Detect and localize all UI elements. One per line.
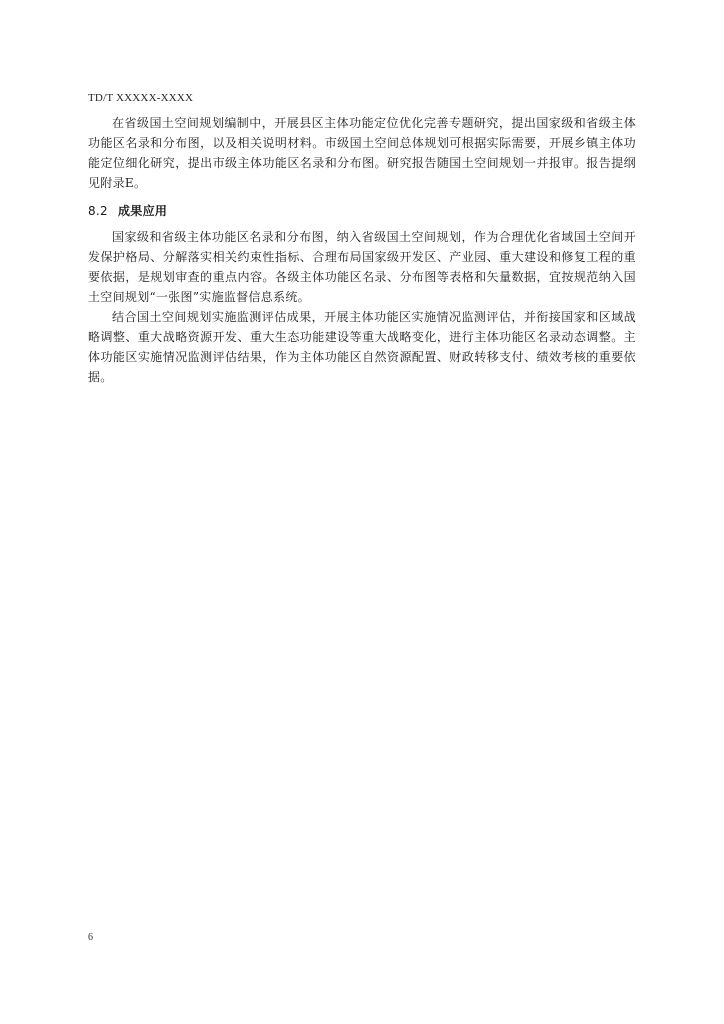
page-number: 6 xyxy=(88,932,93,943)
section-title: 成果应用 xyxy=(117,204,168,218)
paragraph-research-report: 在省级国土空间规划编制中，开展县区主体功能定位优化完善专题研究，提出国家级和省级主体功能区名录和分布图，以及相关说明材料。市级国土空间总体规划可根据实际需要，开展乡镇主体功能定位细化研究，提出市级主体功能区名录和分布图。研究报告随国土空间规划一并报审。报告提纲见附录E。 xyxy=(88,116,636,190)
paragraph-results-application: 国家级和省级主体功能区名录和分布图，纳入省级国土空间规划，作为合理优化省域国土空间开发保护格局、分解落实相关约束性指标、合理布局国家级开发区、产业园、重大建设和修复工程的重要依据，是规划审查的重点内容。各级主体功能区名录、分布图等表格和矢量数据，宜按规范纳入国土空间规划“一张图”实施监督信息系统。 xyxy=(88,230,636,304)
section-number: 8.2 xyxy=(88,204,108,218)
paragraph-monitoring-evaluation: 结合国土空间规划实施监测评估成果，开展主体功能区实施情况监测评估，并衔接国家和区域战略调整、重大战略资源开发、重大生态功能建设等重大战略变化，进行主体功能区名录动态调整。主体功能区实施情况监测评估结果，作为主体功能区自然资源配置、财政转移支付、绩效考核的重要依据。 xyxy=(88,310,636,384)
section-heading xyxy=(88,201,636,221)
document-code: TD/T XXXXX-XXXX xyxy=(88,92,194,104)
document-body xyxy=(88,113,636,387)
